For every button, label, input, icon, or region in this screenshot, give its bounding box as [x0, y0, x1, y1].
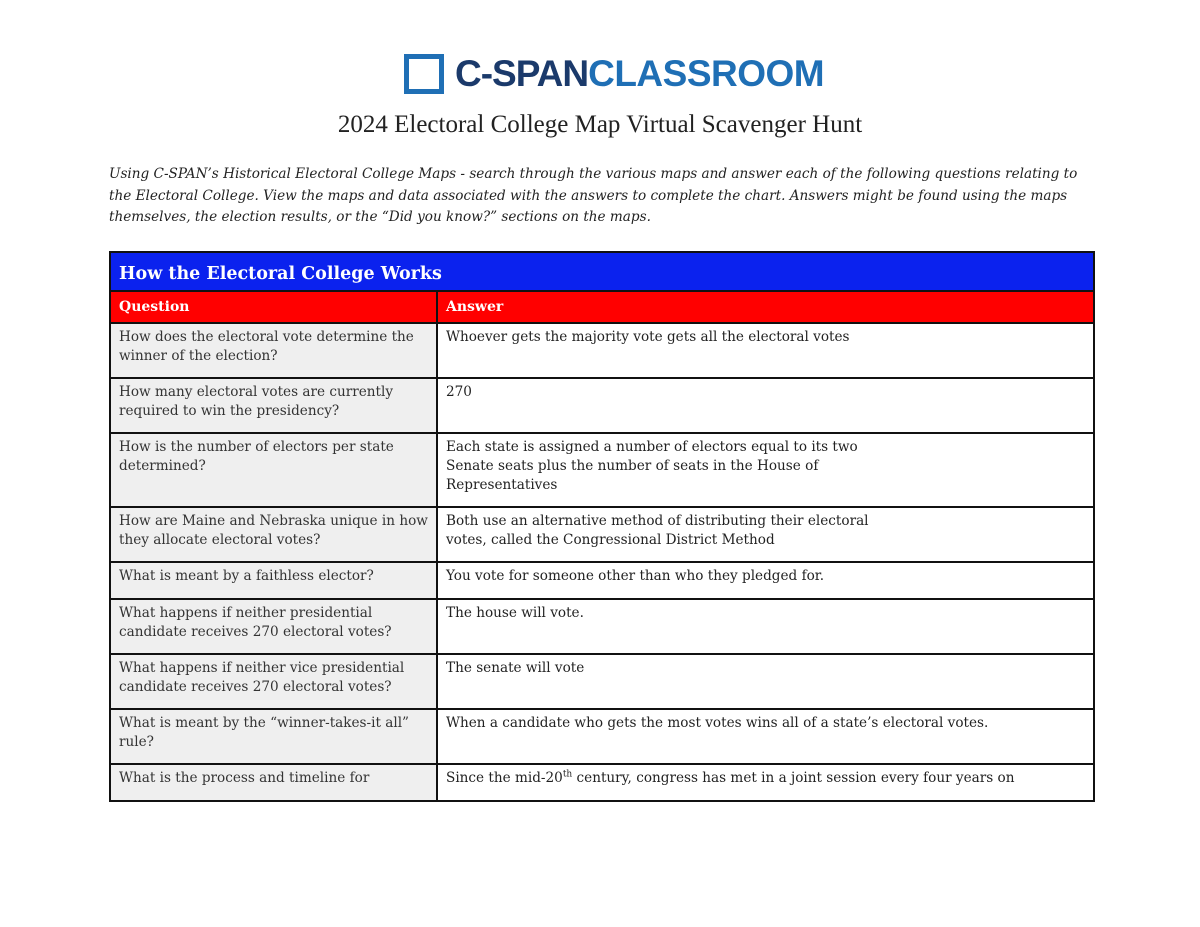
answer-superscript: th — [562, 769, 573, 780]
scavenger-hunt-table-wrapper — [109, 251, 1093, 802]
scavenger-hunt-table — [109, 251, 1095, 802]
cspan-classroom-logo — [404, 53, 824, 95]
question-cell: How is the number of electors per state determined? — [110, 433, 437, 507]
answer-line: Representatives — [446, 477, 558, 493]
table-row — [110, 764, 1094, 801]
question-cell: What is meant by a faithless elector? — [110, 562, 437, 599]
answer-text: Since the mid-20 — [446, 770, 563, 786]
answer-cell: When a candidate who gets the most votes wins all of a state’s electoral votes. — [437, 709, 1094, 764]
question-cell: How many electoral votes are currently required to win the presidency? — [110, 378, 437, 433]
table-row — [110, 654, 1094, 709]
answer-cell: The house will vote. — [437, 599, 1094, 654]
table-row — [110, 323, 1094, 378]
answer-cell: The senate will vote — [437, 654, 1094, 709]
column-header-row — [110, 291, 1094, 323]
answer-cell: Whoever gets the majority vote gets all the electoral votes — [437, 323, 1094, 378]
page-title: 2024 Electoral College Map Virtual Scavenger Hunt — [337, 111, 863, 138]
question-cell: How are Maine and Nebraska unique in how they allocate electoral votes? — [110, 507, 437, 562]
question-cell: What happens if neither vice presidential candidate receives 270 electoral votes? — [110, 654, 437, 709]
logo-cspan-text: C-SPAN — [455, 53, 589, 94]
answer-cell: 270 — [437, 378, 1094, 433]
table-row — [110, 599, 1094, 654]
answer-text: century, congress has met in a joint session every four years on — [572, 770, 1015, 786]
answer-line: Each state is assigned a number of electors equal to its two — [446, 439, 858, 455]
question-cell: What happens if neither presidential candidate receives 270 electoral votes? — [110, 599, 437, 654]
table-row — [110, 562, 1094, 599]
answer-line: Senate seats plus the number of seats in the House of — [446, 458, 819, 474]
table-row — [110, 507, 1094, 562]
answer-cell — [437, 433, 1094, 507]
logo-wordmark — [455, 53, 824, 95]
answer-cell — [437, 764, 1094, 801]
section-title: How the Electoral College Works — [110, 252, 1094, 291]
question-cell: What is the process and timeline for — [110, 764, 437, 801]
answer-cell: You vote for someone other than who they pledged for. — [437, 562, 1094, 599]
column-header-answer: Answer — [437, 291, 1094, 323]
answer-cell — [437, 507, 1094, 562]
question-cell: How does the electoral vote determine the winner of the election? — [110, 323, 437, 378]
question-cell: What is meant by the “winner-takes-it all” rule? — [110, 709, 437, 764]
table-row — [110, 378, 1094, 433]
column-header-question: Question — [110, 291, 437, 323]
intro-paragraph: Using C-SPAN’s Historical Electoral College Maps - search through the various maps and answer each of the following questions relating to the Electoral College. View the maps and data associated with the answers to complete the chart. Answers might be found using the maps themselves, the election results, or the “Did you know?” sections on the maps. — [109, 166, 1078, 225]
answer-line: votes, called the Congressional District Method — [446, 532, 775, 548]
logo-square-icon — [404, 54, 444, 94]
logo-classroom-text: CLASSROOM — [588, 53, 825, 94]
table-row — [110, 709, 1094, 764]
section-header-row — [110, 252, 1094, 291]
answer-line: Both use an alternative method of distributing their electoral — [446, 513, 869, 529]
table-row — [110, 433, 1094, 507]
